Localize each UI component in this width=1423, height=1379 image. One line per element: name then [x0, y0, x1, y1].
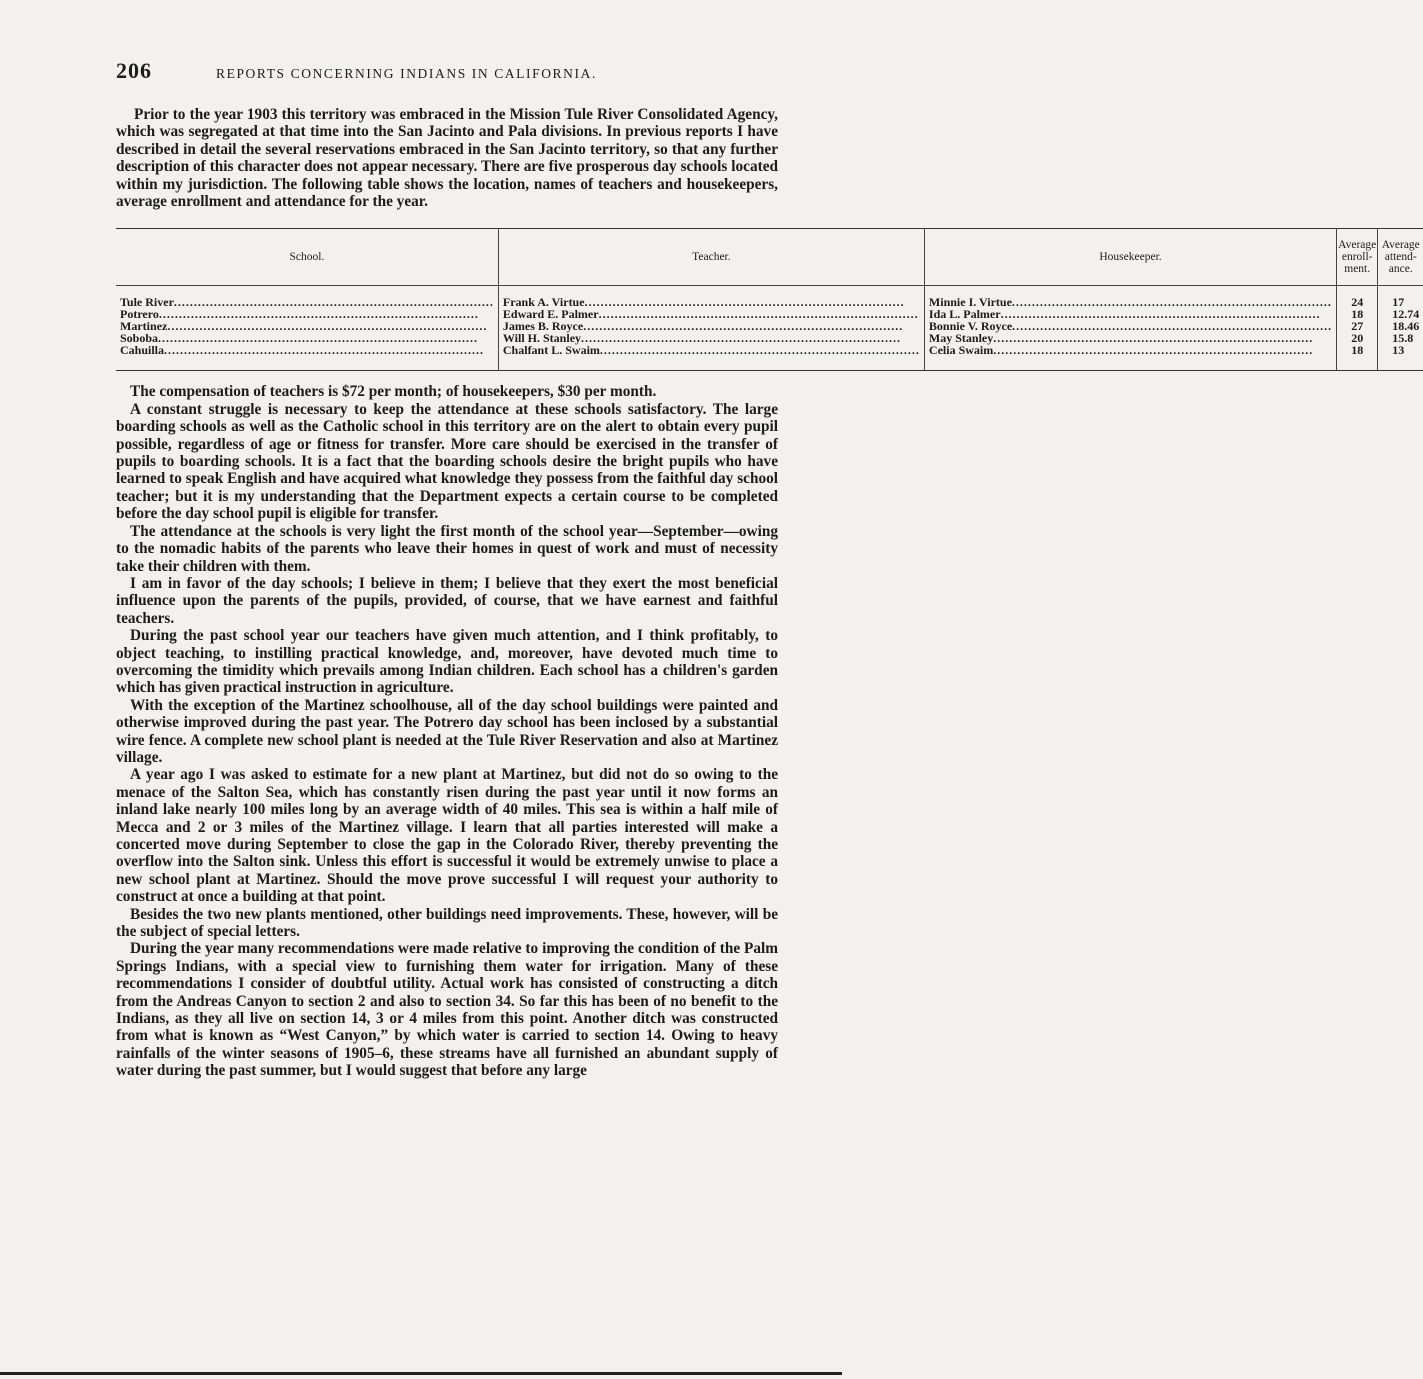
cell-school: Martinez ................................................................................ — [120, 319, 488, 334]
running-title: REPORTS CONCERNING INDIANS IN CALIFORNIA. — [216, 66, 597, 81]
body-paragraph: A year ago I was asked to estimate for a new plant at Martinez, but did not do so owing to the menace of the Salton Sea, which has constantly risen during the past year until it now forms an inland lake nearly 100 miles long by an average width of 40 miles. This sea is within a half mile of Mecca and 2 or 3 miles of the Martinez village. I learn that all parties interested will make a concerted move during September to close the gap in the Colorado River, thereby preventing the overflow into the Salton sink. Unless this effort is successful it would be extremely unwise to place a new school plant at Martinez. Should the move prove successful I will request your authority to construct at once a building at that point. — [116, 766, 778, 906]
table-body — [116, 286, 1423, 371]
cell-housekeeper: Celia Swaim ................................................................................ — [924, 344, 1336, 371]
col-header-teacher: Teacher. — [498, 229, 924, 286]
schools-table — [116, 228, 1423, 371]
intro-paragraph: Prior to the year 1903 this territory was embraced in the Mission Tule River Consolidated Agency, which was segregated at that time into the San Jacinto and Pala divisions. In previous reports I have described in detail the several reservations embraced in the San Jacinto territory, so that any further description of this character does not appear necessary. There are five prosperous day schools located within my jurisdiction. The following table shows the location, names of teachers and housekeepers, average enrollment and attendance for the year. — [116, 106, 778, 211]
cell-housekeeper: Bonnie V. Royce ................................................................................ — [924, 320, 1336, 332]
cell-attendance: 17 — [1378, 286, 1423, 309]
cell-school: Potrero ................................................................................ — [120, 307, 479, 322]
col-header-housekeeper: Housekeeper. — [924, 229, 1336, 286]
cell-teacher: Will H. Stanley ................................................................................ — [498, 332, 924, 344]
cell-attendance: 13 — [1378, 344, 1423, 371]
cell-attendance: 12.74 — [1378, 308, 1423, 320]
col-header-enrollment: Average enroll-ment. — [1337, 229, 1378, 286]
body-paragraph: During the past school year our teachers have given much attention, and I think profitably, to object teaching, to instilling practical knowledge, and, moreover, have devoted much time to overcoming the timidity which prevails among Indian children. Each school has a children's garden which has given practical instruction in agriculture. — [116, 627, 778, 697]
cell-teacher: Frank A. Virtue ................................................................................ — [498, 286, 924, 309]
body-paragraph: The compensation of teachers is $72 per month; of housekeepers, $30 per month. — [130, 383, 657, 401]
cell-teacher: Edward E. Palmer ................................................................................ — [498, 308, 924, 320]
document-page — [116, 58, 1420, 1080]
cell-housekeeper: May Stanley ................................................................................ — [924, 332, 1336, 344]
cell-housekeeper: Minnie I. Virtue ................................................................................ — [924, 286, 1336, 309]
scan-edge-line — [0, 1372, 842, 1375]
cell-enrollment: 24 — [1337, 286, 1378, 309]
body-text — [116, 383, 778, 1079]
cell-enrollment: 27 — [1337, 320, 1378, 332]
cell-enrollment: 18 — [1337, 308, 1378, 320]
schools-table-wrap — [116, 228, 1420, 371]
cell-enrollment: 20 — [1337, 332, 1378, 344]
body-paragraph: With the exception of the Martinez schoolhouse, all of the day school buildings were painted and otherwise improved during the past year. The Potrero day school has been inclosed by a substantial wire fence. A complete new school plant is needed at the Tule River Reservation and also at Martinez village. — [116, 696, 778, 766]
table-header-row — [116, 229, 1423, 286]
body-paragraph: During the year many recommendations were made relative to improving the condition of the Palm Springs Indians, with a special view to furnishing them water for irrigation. Many of these recommendations I consider of doubtful utility. Actual work has consisted of constructing a ditch from the Andreas Canyon to section 2 and also to section 34. So far this has been of no benefit to the Indians, as they all live on section 14, 3 or 4 miles from this point. Another ditch was constructed from what is known as “West Canyon,” by which water is carried to section 14. Owing to heavy rainfalls of the winter seasons of 1905–6, these streams have all furnished an abundant supply of water during the past summer, but I would suggest that before any large — [116, 940, 778, 1080]
cell-teacher: James B. Royce ................................................................................ — [498, 320, 924, 332]
page-number: 206 — [116, 58, 152, 83]
cell-attendance: 15.8 — [1378, 332, 1423, 344]
body-paragraph: Besides the two new plants mentioned, other buildings need improvements. These, however, will be the subject of special letters. — [116, 905, 778, 941]
cell-enrollment: 18 — [1337, 344, 1378, 371]
cell-school: Soboba ................................................................................ — [120, 331, 479, 346]
body-paragraph: The attendance at the schools is very light the first month of the school year—September—owing to the nomadic habits of the parents who leave their homes in quest of work and must of necessity take their children with them. — [116, 522, 778, 575]
cell-housekeeper: Ida L. Palmer ................................................................................ — [924, 308, 1336, 320]
col-header-attendance: Average attend-ance. — [1378, 229, 1423, 286]
body-paragraph: I am in favor of the day schools; I believe in them; I believe that they exert the most beneficial influence upon the parents of the pupils, provided, of course, that we have earnest and faithful teachers. — [116, 574, 778, 627]
page-header — [116, 58, 778, 92]
cell-attendance: 18.46 — [1378, 320, 1423, 332]
col-header-school: School. — [116, 229, 498, 286]
table-row — [116, 286, 1423, 309]
table-row — [116, 344, 1423, 371]
cell-school: Cahuilla ................................................................................ — [120, 343, 485, 358]
body-paragraph: A constant struggle is necessary to keep the attendance at these schools satisfactory. The large boarding schools as well as the Catholic school in this territory are on the alert to obtain every pupil possible, regardless of age or fitness for transfer. More care should be exercised in the transfer of pupils to boarding schools. It is a fact that the boarding schools desire the bright pupils who have learned to speak English and have acquired what knowledge they possess from the faithful day school teacher; but it is my understanding that the Department expects a certain course to be completed before the day school pupil is eligible for transfer. — [116, 400, 778, 523]
cell-school: Tule River ................................................................................ — [120, 295, 494, 310]
cell-teacher: Chalfant L. Swaim ................................................................................ — [498, 344, 924, 371]
